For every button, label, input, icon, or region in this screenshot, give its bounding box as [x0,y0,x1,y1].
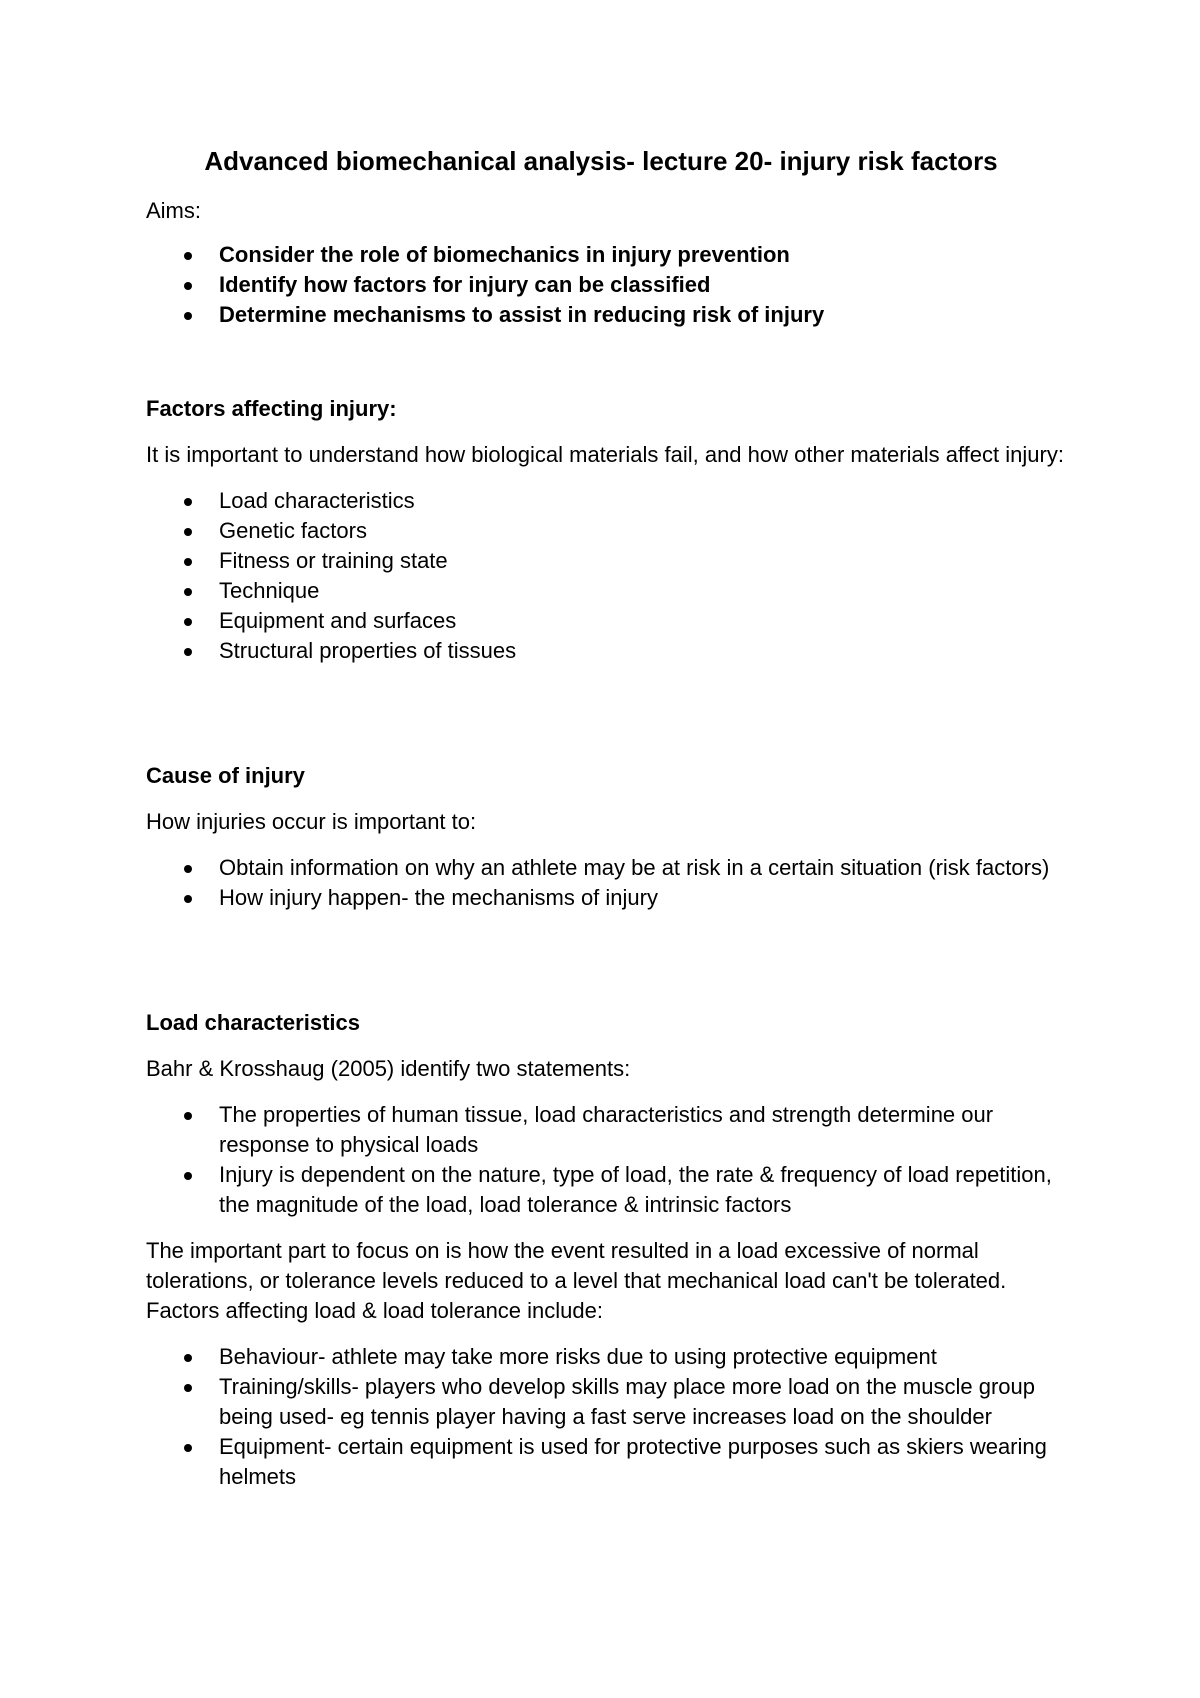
list-item: The properties of human tissue, load characteristics and strength determine our response to physical loads [146,1100,1066,1160]
load-list [146,1100,1066,1220]
factors-list [146,486,1066,666]
list-item: Injury is dependent on the nature, type of load, the rate & frequency of load repetition, the magnitude of the load, load tolerance & intrinsic factors [146,1160,1066,1220]
bullet-icon [184,1112,192,1120]
list-item: Identify how factors for injury can be classified [146,270,1066,300]
list-item: Structural properties of tissues [146,636,1066,666]
list-item: Equipment- certain equipment is used for protective purposes such as skiers wearing helmets [146,1432,1066,1492]
paragraph: Bahr & Krosshaug (2005) identify two statements: [146,1056,631,1081]
aims-list [146,240,1066,330]
list-item: How injury happen- the mechanisms of injury [146,883,1066,913]
list-item: Behaviour- athlete may take more risks due to using protective equipment [146,1342,1066,1372]
bullet-icon [184,282,192,290]
list-item: Equipment and surfaces [146,606,1066,636]
aims-section [146,196,1066,330]
list-item: Consider the role of biomechanics in injury prevention [146,240,1066,270]
bullet-icon [184,252,192,260]
paragraph: It is important to understand how biological materials fail, and how other materials affect injury: [146,442,1064,467]
list-item: Technique [146,576,1066,606]
bullet-icon [184,648,192,656]
bullet-icon [184,895,192,903]
bullet-icon [184,558,192,566]
load-section [146,1008,1066,1492]
bullet-icon [184,1444,192,1452]
factors-section [146,394,1066,666]
list-item: Determine mechanisms to assist in reducing risk of injury [146,300,1066,330]
bullet-icon [184,528,192,536]
bullet-icon [184,588,192,596]
bullet-icon [184,1354,192,1362]
list-item: Load characteristics [146,486,1066,516]
list-item: Fitness or training state [146,546,1066,576]
paragraph: The important part to focus on is how the event resulted in a load excessive of normal tolerations, or tolerance levels reduced to a level that mechanical load can't be tolerated. Factors affecting load & load tolerance include: [146,1238,1007,1323]
aims-label: Aims: [146,198,201,223]
bullet-icon [184,618,192,626]
bullet-icon [184,312,192,320]
load-factors-list [146,1342,1066,1492]
list-item: Training/skills- players who develop skills may place more load on the muscle group being used- eg tennis player having a fast serve increases load on the shoulder [146,1372,1066,1432]
bullet-icon [184,498,192,506]
list-item: Genetic factors [146,516,1066,546]
bullet-icon [184,865,192,873]
section-heading: Cause of injury [146,763,305,788]
paragraph: How injuries occur is important to: [146,809,477,834]
list-item: Obtain information on why an athlete may be at risk in a certain situation (risk factors) [146,853,1066,883]
section-heading: Load characteristics [146,1010,360,1035]
bullet-icon [184,1172,192,1180]
cause-section [146,761,1066,913]
section-heading: Factors affecting injury: [146,396,397,421]
page-title: Advanced biomechanical analysis- lecture 20- injury risk factors [204,146,998,176]
bullet-icon [184,1384,192,1392]
cause-list [146,853,1066,913]
